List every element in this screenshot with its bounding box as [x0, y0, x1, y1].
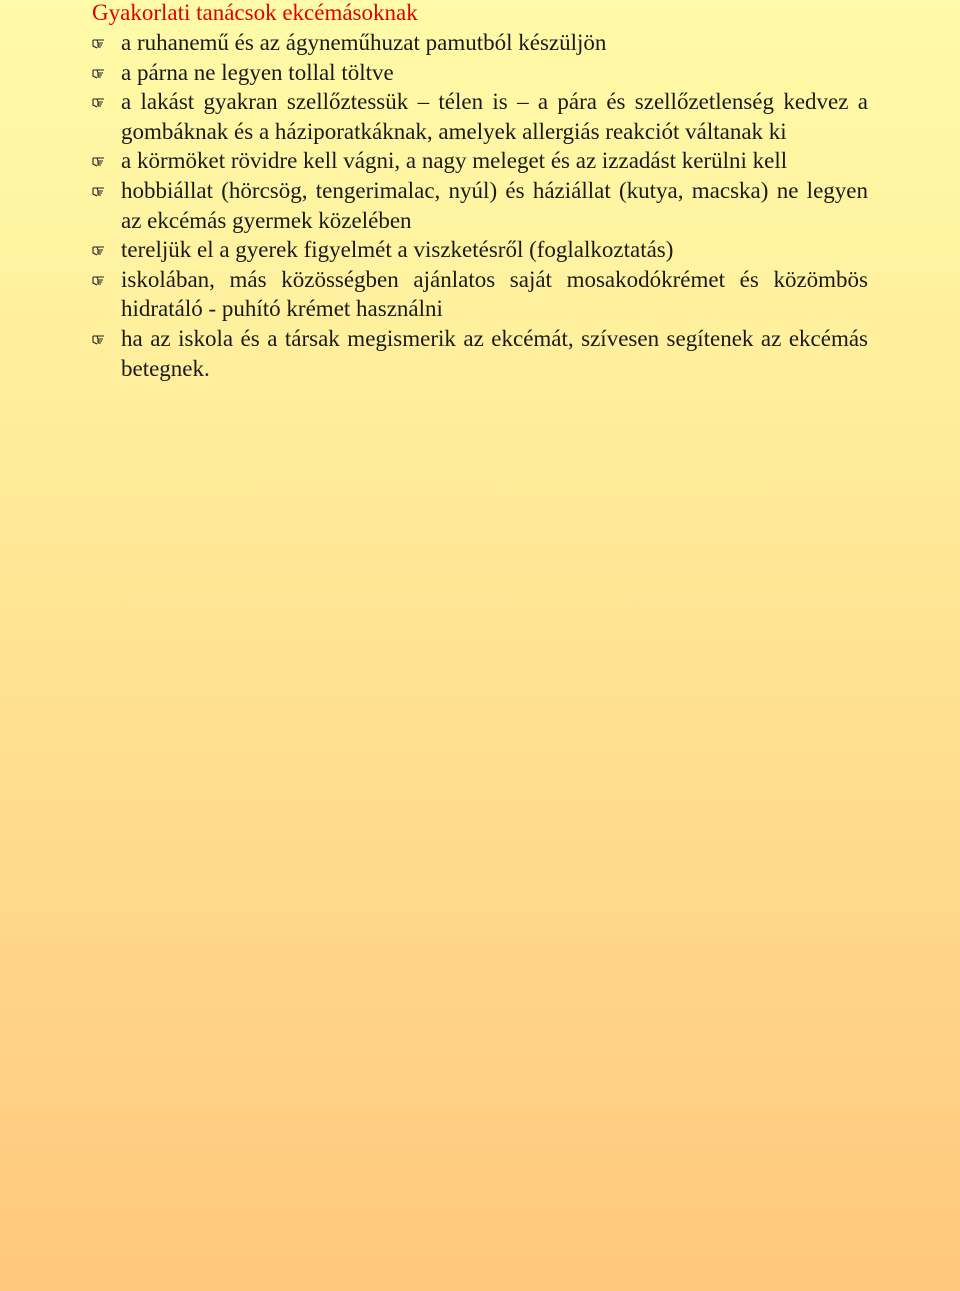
list-item	[92, 28, 868, 58]
list-item	[92, 265, 868, 324]
tip-text: tereljük el a gyerek figyelmét a viszketésről (foglalkoztatás)	[121, 237, 674, 263]
list-item	[92, 58, 868, 88]
tips-list	[92, 28, 868, 383]
tip-text: a lakást gyakran szellőztessük – télen is – a pára és szellőzetlenség kedvez a gombáknak és a háziporatkáknak, amelyek allergiás reakciót váltanak ki	[121, 89, 868, 144]
tip-text: ha az iskola és a társak megismerik az ekcémát, szívesen segítenek az ekcémás betegnek.	[121, 325, 868, 381]
pointing-hand-icon	[92, 67, 106, 79]
tip-text: a körmöket rövidre kell vágni, a nagy meleget és az izzadást kerülni kell	[121, 148, 788, 174]
pointing-hand-icon	[92, 274, 106, 286]
tip-text: a ruhanemű és az ágyneműhuzat pamutból készüljön	[121, 30, 607, 55]
document-page	[92, 0, 868, 383]
list-item	[92, 176, 868, 235]
pointing-hand-icon	[92, 96, 106, 108]
list-item	[92, 146, 868, 176]
pointing-hand-icon	[92, 244, 106, 256]
list-item	[92, 87, 868, 146]
tip-text: iskolában, más közösségben ajánlatos saját mosakodókrémet és közömbös hidratáló - puhító krémet használni	[121, 266, 868, 322]
tip-text: a párna ne legyen tollal töltve	[121, 59, 394, 85]
list-item	[92, 324, 868, 383]
tip-text: hobbiállat (hörcsög, tengerimalac, nyúl) és háziállat (kutya, macska) ne legyen az ekcémás gyermek közelében	[121, 177, 868, 233]
pointing-hand-icon	[92, 185, 106, 197]
pointing-hand-icon	[92, 37, 106, 49]
pointing-hand-icon	[92, 333, 106, 345]
list-item	[92, 235, 868, 265]
pointing-hand-icon	[92, 155, 106, 167]
page-title: Gyakorlati tanácsok ekcémásoknak	[92, 0, 418, 25]
